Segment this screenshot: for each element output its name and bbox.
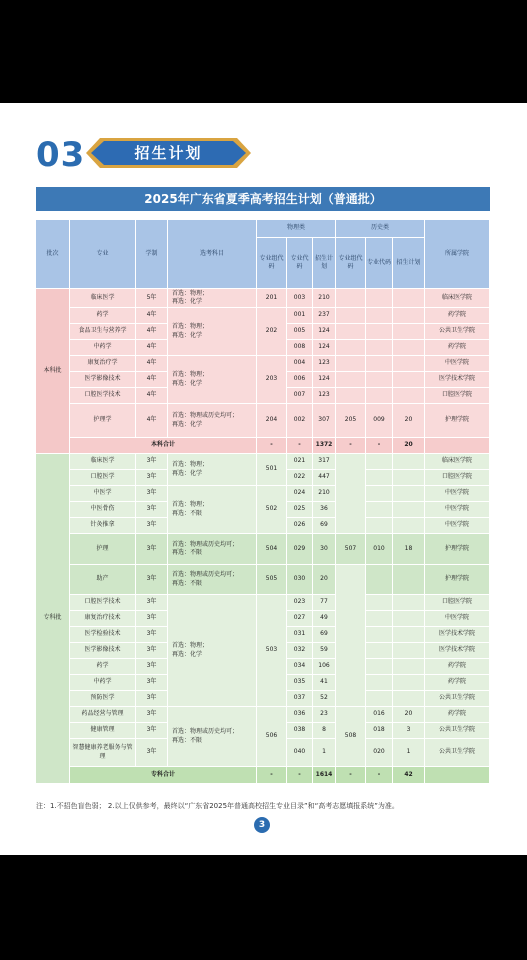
history-major-code — [366, 611, 393, 627]
college-name: 中医学院 — [425, 518, 490, 534]
physics-plan: 20 — [313, 565, 336, 595]
physics-major-code: 025 — [287, 502, 313, 518]
total-cell: - — [287, 438, 313, 454]
major-name: 医学影像技术 — [70, 643, 136, 659]
college-name: 口腔医学院 — [425, 595, 490, 611]
subject-requirement: 首选：物理或历史均可； 再选：不限 — [168, 565, 257, 595]
history-plan — [393, 454, 425, 470]
physics-plan: 237 — [313, 308, 336, 324]
history-group-code: 508 — [336, 707, 366, 767]
physics-plan: 69 — [313, 627, 336, 643]
col-subheader-major_code: 专业代码 — [287, 238, 313, 289]
history-major-code — [366, 659, 393, 675]
history-major-code — [366, 324, 393, 340]
major-years: 3年 — [136, 675, 168, 691]
college-name: 公共卫生学院 — [425, 723, 490, 739]
physics-major-code: 023 — [287, 595, 313, 611]
college-name: 药学院 — [425, 707, 490, 723]
subject-requirement: 首选：物理； 再选：化学 — [168, 308, 257, 356]
total-physics-plan: 1614 — [313, 767, 336, 784]
col-header-college: 所属学院 — [425, 220, 490, 289]
physics-plan: 8 — [313, 723, 336, 739]
history-major-code — [366, 356, 393, 372]
undergrad-total-label: 本科合计 — [70, 438, 257, 454]
section-title: 招生计划 — [134, 144, 203, 162]
total-history-plan: 42 — [393, 767, 425, 784]
history-major-code — [366, 643, 393, 659]
physics-major-code: 002 — [287, 404, 313, 438]
college-name: 公共卫生学院 — [425, 691, 490, 707]
history-major-code — [366, 627, 393, 643]
physics-plan: 210 — [313, 486, 336, 502]
major-name: 健康管理 — [70, 723, 136, 739]
major-name: 口腔医学技术 — [70, 595, 136, 611]
history-plan — [393, 372, 425, 388]
total-cell: - — [257, 438, 287, 454]
subject-requirement: 首选：物理； 再选：化学 — [168, 454, 257, 486]
page-number: 3 — [254, 817, 270, 833]
history-major-code — [366, 691, 393, 707]
history-plan: 3 — [393, 723, 425, 739]
history-group-code — [336, 308, 366, 324]
physics-major-code: 029 — [287, 534, 313, 565]
history-major-code: 018 — [366, 723, 393, 739]
total-cell: - — [336, 767, 366, 784]
physics-major-code: 024 — [287, 486, 313, 502]
major-years: 3年 — [136, 486, 168, 502]
physics-plan: 307 — [313, 404, 336, 438]
history-major-code — [366, 486, 393, 502]
batch-label-undergrad: 本科批 — [36, 289, 70, 454]
college-name: 中医学院 — [425, 502, 490, 518]
history-major-code: 009 — [366, 404, 393, 438]
college-name: 医学技术学院 — [425, 643, 490, 659]
physics-major-code: 026 — [287, 518, 313, 534]
history-plan — [393, 289, 425, 308]
document-page — [0, 103, 527, 855]
college-name: 临床医学院 — [425, 454, 490, 470]
physics-plan: 124 — [313, 324, 336, 340]
footnote: 注：1.不招色盲色弱； 2.以上仅供参考，最终以“广东省2025年普通高校招生专业目录”和“高考志愿填报系统”为准。 — [36, 802, 399, 810]
major-years: 3年 — [136, 534, 168, 565]
major-years: 3年 — [136, 659, 168, 675]
col-subheader-group_code: 专业组代码 — [257, 238, 287, 289]
history-major-code — [366, 372, 393, 388]
history-plan: 18 — [393, 534, 425, 565]
subject-requirement: 首选：物理； 再选：化学 — [168, 356, 257, 404]
history-group-code — [336, 565, 366, 707]
total-cell: - — [366, 438, 393, 454]
physics-major-code: 005 — [287, 324, 313, 340]
physics-group-code: 503 — [257, 595, 287, 707]
history-plan: 20 — [393, 707, 425, 723]
subject-requirement: 首选：物理或历史均可； 再选：化学 — [168, 404, 257, 438]
col-header-subjects: 选考科目 — [168, 220, 257, 289]
history-plan — [393, 595, 425, 611]
history-plan: 1 — [393, 739, 425, 767]
college-name: 口腔医学院 — [425, 388, 490, 404]
major-name: 临床医学 — [70, 454, 136, 470]
physics-group-code: 506 — [257, 707, 287, 767]
college-name: 中医学院 — [425, 356, 490, 372]
major-years: 3年 — [136, 565, 168, 595]
history-plan — [393, 643, 425, 659]
history-plan — [393, 565, 425, 595]
major-name: 口腔医学 — [70, 470, 136, 486]
major-name: 药学 — [70, 308, 136, 324]
major-name: 康复治疗学 — [70, 356, 136, 372]
college-name: 药学院 — [425, 308, 490, 324]
col-header-major: 专业 — [70, 220, 136, 289]
major-years: 3年 — [136, 723, 168, 739]
physics-plan: 123 — [313, 388, 336, 404]
history-major-code: 016 — [366, 707, 393, 723]
college-name: 临床医学院 — [425, 289, 490, 308]
college-name: 医学技术学院 — [425, 372, 490, 388]
physics-plan: 77 — [313, 595, 336, 611]
major-name: 助产 — [70, 565, 136, 595]
physics-major-code: 035 — [287, 675, 313, 691]
physics-plan: 124 — [313, 340, 336, 356]
major-years: 3年 — [136, 470, 168, 486]
physics-major-code: 031 — [287, 627, 313, 643]
major-name: 中药学 — [70, 340, 136, 356]
physics-plan: 41 — [313, 675, 336, 691]
college-name: 药学院 — [425, 675, 490, 691]
major-name: 口腔医学技术 — [70, 388, 136, 404]
major-name: 临床医学 — [70, 289, 136, 308]
history-major-code: 020 — [366, 739, 393, 767]
major-name: 康复治疗技术 — [70, 611, 136, 627]
physics-major-code: 007 — [287, 388, 313, 404]
history-plan — [393, 356, 425, 372]
physics-major-code: 022 — [287, 470, 313, 486]
major-years: 3年 — [136, 518, 168, 534]
college-name: 中医学院 — [425, 486, 490, 502]
physics-major-code: 037 — [287, 691, 313, 707]
enrollment-plan-table — [36, 220, 490, 786]
table-title: 2025年广东省夏季高考招生计划（普通批） — [36, 187, 490, 211]
history-plan — [393, 659, 425, 675]
physics-major-code: 027 — [287, 611, 313, 627]
major-name: 护理学 — [70, 404, 136, 438]
physics-group-code: 504 — [257, 534, 287, 565]
vocational-total-label: 专科合计 — [70, 767, 257, 784]
major-years: 5年 — [136, 289, 168, 308]
major-name: 护理 — [70, 534, 136, 565]
physics-plan: 123 — [313, 356, 336, 372]
major-years: 3年 — [136, 502, 168, 518]
section-number: 03 — [36, 135, 86, 175]
history-plan — [393, 627, 425, 643]
college-name: 口腔医学院 — [425, 470, 490, 486]
major-name: 中医骨伤 — [70, 502, 136, 518]
history-plan — [393, 308, 425, 324]
college-name: 护理学院 — [425, 404, 490, 438]
major-years: 4年 — [136, 356, 168, 372]
col-subheader-plan: 招生计划 — [393, 238, 425, 289]
major-years: 3年 — [136, 454, 168, 470]
total-cell: - — [366, 767, 393, 784]
major-name: 智慧健康养老服务与管理 — [70, 739, 136, 767]
subject-requirement: 首选：物理； 再选：不限 — [168, 486, 257, 534]
college-name: 公共卫生学院 — [425, 324, 490, 340]
total-cell — [425, 438, 490, 454]
col-subheader-plan: 招生计划 — [313, 238, 336, 289]
history-major-code — [366, 470, 393, 486]
batch-label-vocational: 专科批 — [36, 454, 70, 784]
major-name: 药学 — [70, 659, 136, 675]
col-header-physics: 物理类 — [257, 220, 336, 238]
history-group-code — [336, 340, 366, 356]
history-group-code — [336, 356, 366, 372]
physics-major-code: 032 — [287, 643, 313, 659]
physics-plan: 447 — [313, 470, 336, 486]
major-years: 4年 — [136, 340, 168, 356]
physics-group-code: 203 — [257, 356, 287, 404]
history-plan — [393, 340, 425, 356]
history-group-code: 507 — [336, 534, 366, 565]
history-plan — [393, 691, 425, 707]
major-years: 4年 — [136, 372, 168, 388]
history-major-code — [366, 518, 393, 534]
college-name: 护理学院 — [425, 534, 490, 565]
history-group-code — [336, 289, 366, 308]
college-name: 药学院 — [425, 659, 490, 675]
major-years: 3年 — [136, 739, 168, 767]
physics-major-code: 008 — [287, 340, 313, 356]
major-years: 3年 — [136, 691, 168, 707]
major-name: 中医学 — [70, 486, 136, 502]
history-major-code — [366, 565, 393, 595]
major-years: 3年 — [136, 595, 168, 611]
major-name: 医学影像技术 — [70, 372, 136, 388]
col-header-history: 历史类 — [336, 220, 425, 238]
physics-group-code: 202 — [257, 308, 287, 356]
history-group-code: 205 — [336, 404, 366, 438]
total-physics-plan: 1372 — [313, 438, 336, 454]
history-plan — [393, 486, 425, 502]
college-name: 公共卫生学院 — [425, 739, 490, 767]
physics-plan: 23 — [313, 707, 336, 723]
history-major-code — [366, 454, 393, 470]
physics-plan: 59 — [313, 643, 336, 659]
history-plan — [393, 502, 425, 518]
history-major-code — [366, 289, 393, 308]
major-years: 4年 — [136, 308, 168, 324]
physics-major-code: 001 — [287, 308, 313, 324]
physics-plan: 36 — [313, 502, 336, 518]
history-group-code — [336, 372, 366, 388]
subject-requirement: 首选：物理； 再选：化学 — [168, 289, 257, 308]
physics-plan: 52 — [313, 691, 336, 707]
history-major-code — [366, 340, 393, 356]
major-name: 预防医学 — [70, 691, 136, 707]
physics-plan: 49 — [313, 611, 336, 627]
major-years: 3年 — [136, 707, 168, 723]
history-major-code: 010 — [366, 534, 393, 565]
college-name: 医学技术学院 — [425, 627, 490, 643]
major-name: 药品经营与管理 — [70, 707, 136, 723]
physics-group-code: 201 — [257, 289, 287, 308]
physics-plan: 124 — [313, 372, 336, 388]
history-major-code — [366, 308, 393, 324]
history-major-code — [366, 595, 393, 611]
history-major-code — [366, 675, 393, 691]
physics-plan: 30 — [313, 534, 336, 565]
history-plan — [393, 611, 425, 627]
total-cell — [425, 767, 490, 784]
major-years: 3年 — [136, 627, 168, 643]
total-cell: - — [336, 438, 366, 454]
physics-plan: 1 — [313, 739, 336, 767]
physics-major-code: 034 — [287, 659, 313, 675]
major-name: 中药学 — [70, 675, 136, 691]
major-name: 针灸推拿 — [70, 518, 136, 534]
col-header-years: 学制 — [136, 220, 168, 289]
col-header-batch: 批次 — [36, 220, 70, 289]
subject-requirement: 首选：物理； 再选：化学 — [168, 595, 257, 707]
physics-plan: 210 — [313, 289, 336, 308]
major-years: 3年 — [136, 611, 168, 627]
college-name: 药学院 — [425, 340, 490, 356]
history-plan — [393, 675, 425, 691]
history-plan — [393, 470, 425, 486]
history-plan — [393, 388, 425, 404]
college-name: 护理学院 — [425, 565, 490, 595]
history-group-code — [336, 454, 366, 534]
col-subheader-major_code: 专业代码 — [366, 238, 393, 289]
physics-plan: 69 — [313, 518, 336, 534]
history-major-code — [366, 388, 393, 404]
physics-group-code: 501 — [257, 454, 287, 486]
subject-requirement: 首选：物理或历史均可； 再选：不限 — [168, 707, 257, 767]
major-name: 食品卫生与营养学 — [70, 324, 136, 340]
physics-major-code: 006 — [287, 372, 313, 388]
history-plan — [393, 324, 425, 340]
subject-requirement: 首选：物理或历史均可； 再选：不限 — [168, 534, 257, 565]
physics-group-code: 204 — [257, 404, 287, 438]
physics-major-code: 021 — [287, 454, 313, 470]
college-name: 中医学院 — [425, 611, 490, 627]
history-plan — [393, 518, 425, 534]
history-plan: 20 — [393, 404, 425, 438]
physics-plan: 106 — [313, 659, 336, 675]
history-major-code — [366, 502, 393, 518]
major-years: 4年 — [136, 324, 168, 340]
physics-major-code: 004 — [287, 356, 313, 372]
major-years: 4年 — [136, 404, 168, 438]
physics-group-code: 505 — [257, 565, 287, 595]
history-group-code — [336, 324, 366, 340]
physics-major-code: 003 — [287, 289, 313, 308]
major-years: 4年 — [136, 388, 168, 404]
total-cell: - — [287, 767, 313, 784]
physics-major-code: 038 — [287, 723, 313, 739]
major-years: 3年 — [136, 643, 168, 659]
history-group-code — [336, 388, 366, 404]
major-name: 医学检验技术 — [70, 627, 136, 643]
total-cell: - — [257, 767, 287, 784]
physics-group-code: 502 — [257, 486, 287, 534]
physics-major-code: 040 — [287, 739, 313, 767]
physics-major-code: 030 — [287, 565, 313, 595]
total-history-plan: 20 — [393, 438, 425, 454]
physics-major-code: 036 — [287, 707, 313, 723]
col-subheader-group_code: 专业组代码 — [336, 238, 366, 289]
physics-plan: 317 — [313, 454, 336, 470]
